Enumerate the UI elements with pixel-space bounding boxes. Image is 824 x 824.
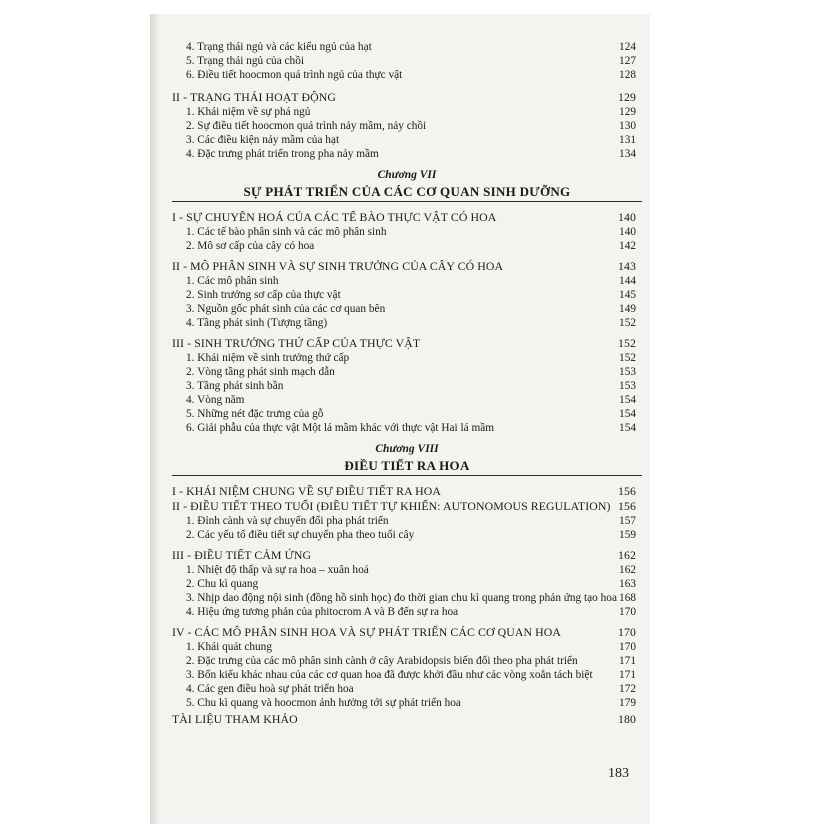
toc-entry: 4. Đặc trưng phát triển trong pha nảy mầm 134 [186,148,636,160]
toc-entry: 4. Vòng năm 154 [186,394,636,406]
toc-entry: 1. Các mô phân sinh 144 [186,275,636,287]
toc-entry: 1. Nhiệt độ thấp và sự ra hoa – xuân hoá 162 [186,564,636,576]
toc-section-heading: II - TRẠNG THÁI HOẠT ĐỘNG 129 [172,90,636,104]
toc-entry: 3. Tầng phát sinh bần 153 [186,380,636,392]
toc-entry: 2. Sự điều tiết hoocmon quá trình nảy mầm, nảy chồi 130 [186,120,636,132]
toc-entry: 3. Nhịp dao động nội sinh (đồng hồ sinh học) đo thời gian chu kì quang trong phản ứng tạo hoa 168 [186,592,636,604]
chapter-label: Chương VIII [375,443,439,455]
toc-entry: 2. Chu kì quang 163 [186,578,636,590]
toc-entry: 2. Vòng tầng phát sinh mạch dẫn 153 [186,366,636,378]
toc-entry: 2. Đặc trưng của các mô phân sinh cành ở cây Arabidopsis biến đổi theo pha phát triển 171 [186,655,636,667]
toc-entry: 6. Giải phẫu của thực vật Một lá mầm khác với thực vật Hai lá mầm 154 [186,422,636,434]
chapter-title: ĐIỀU TIẾT RA HOA [172,457,642,476]
toc-entry: 6. Điều tiết hoocmon quá trình ngủ của thực vật 128 [186,69,636,81]
table-of-contents [172,40,642,727]
toc-entry: 4. Tầng phát sinh (Tượng tầng) 152 [186,317,636,329]
toc-entry: 5. Chu kì quang và hoocmon ảnh hưởng tới sự phát triển hoa 179 [186,697,636,709]
toc-section-heading: II - ĐIỀU TIẾT THEO TUỔI (ĐIỀU TIẾT TỰ KHIỂN: AUTONOMOUS REGULATION) 156 [172,499,636,513]
toc-section-heading: III - ĐIỀU TIẾT CẢM ỨNG 162 [172,548,636,562]
toc-entry: 1. Các tế bào phân sinh và các mô phân sinh 140 [186,226,636,238]
toc-section-heading: III - SINH TRƯỞNG THỨ CẤP CỦA THỰC VẬT 152 [172,336,636,350]
toc-entry: 5. Những nét đặc trưng của gỗ 154 [186,408,636,420]
toc-entry: 3. Bốn kiểu khác nhau của các cơ quan hoa đã được khởi đầu như các vòng xoắn tách biệt 171 [186,669,636,681]
toc-references: TÀI LIỆU THAM KHẢO 180 [172,712,636,726]
toc-entry: 4. Các gen điều hoà sự phát triển hoa 172 [186,683,636,695]
toc-section-heading: II - MÔ PHÂN SINH VÀ SỰ SINH TRƯỞNG CỦA CÂY CÓ HOA 143 [172,259,636,273]
chapter-label: Chương VII [377,169,437,181]
toc-entry: 1. Khái niệm về sự phá ngủ 129 [186,106,636,118]
toc-entry: 4. Trạng thái ngủ và các kiểu ngủ của hạt 124 [186,41,636,53]
page-number: 183 [608,766,629,781]
page-gutter-shadow [150,14,160,824]
toc-entry: 1. Khái quát chung 170 [186,641,636,653]
chapter-title: SỰ PHÁT TRIỂN CỦA CÁC CƠ QUAN SINH DƯỠNG [172,183,642,202]
toc-entry: 2. Sinh trưởng sơ cấp của thực vật 145 [186,289,636,301]
toc-entry: 5. Trạng thái ngủ của chồi 127 [186,55,636,67]
toc-section-heading: IV - CÁC MÔ PHÂN SINH HOA VÀ SỰ PHÁT TRIỂN CÁC CƠ QUAN HOA 170 [172,625,636,639]
toc-entry: 1. Khái niệm về sinh trưởng thứ cấp 152 [186,352,636,364]
toc-entry: 1. Đỉnh cành và sự chuyển đổi pha phát triển 157 [186,515,636,527]
toc-entry: 2. Mô sơ cấp của cây có hoa 142 [186,240,636,252]
toc-section-heading: I - SỰ CHUYÊN HOÁ CỦA CÁC TẾ BÀO THỰC VẬT CÓ HOA 140 [172,210,636,224]
toc-entry: 3. Các điều kiện nảy mầm của hạt 131 [186,134,636,146]
toc-section-heading: I - KHÁI NIỆM CHUNG VỀ SỰ ĐIỀU TIẾT RA HOA 156 [172,484,636,498]
toc-entry: 4. Hiệu ứng tương phản của phitocrom A và B đến sự ra hoa 170 [186,606,636,618]
toc-entry: 2. Các yếu tố điều tiết sự chuyển pha theo tuổi cây 159 [186,529,636,541]
toc-entry: 3. Nguồn gốc phát sinh của các cơ quan bên 149 [186,303,636,315]
